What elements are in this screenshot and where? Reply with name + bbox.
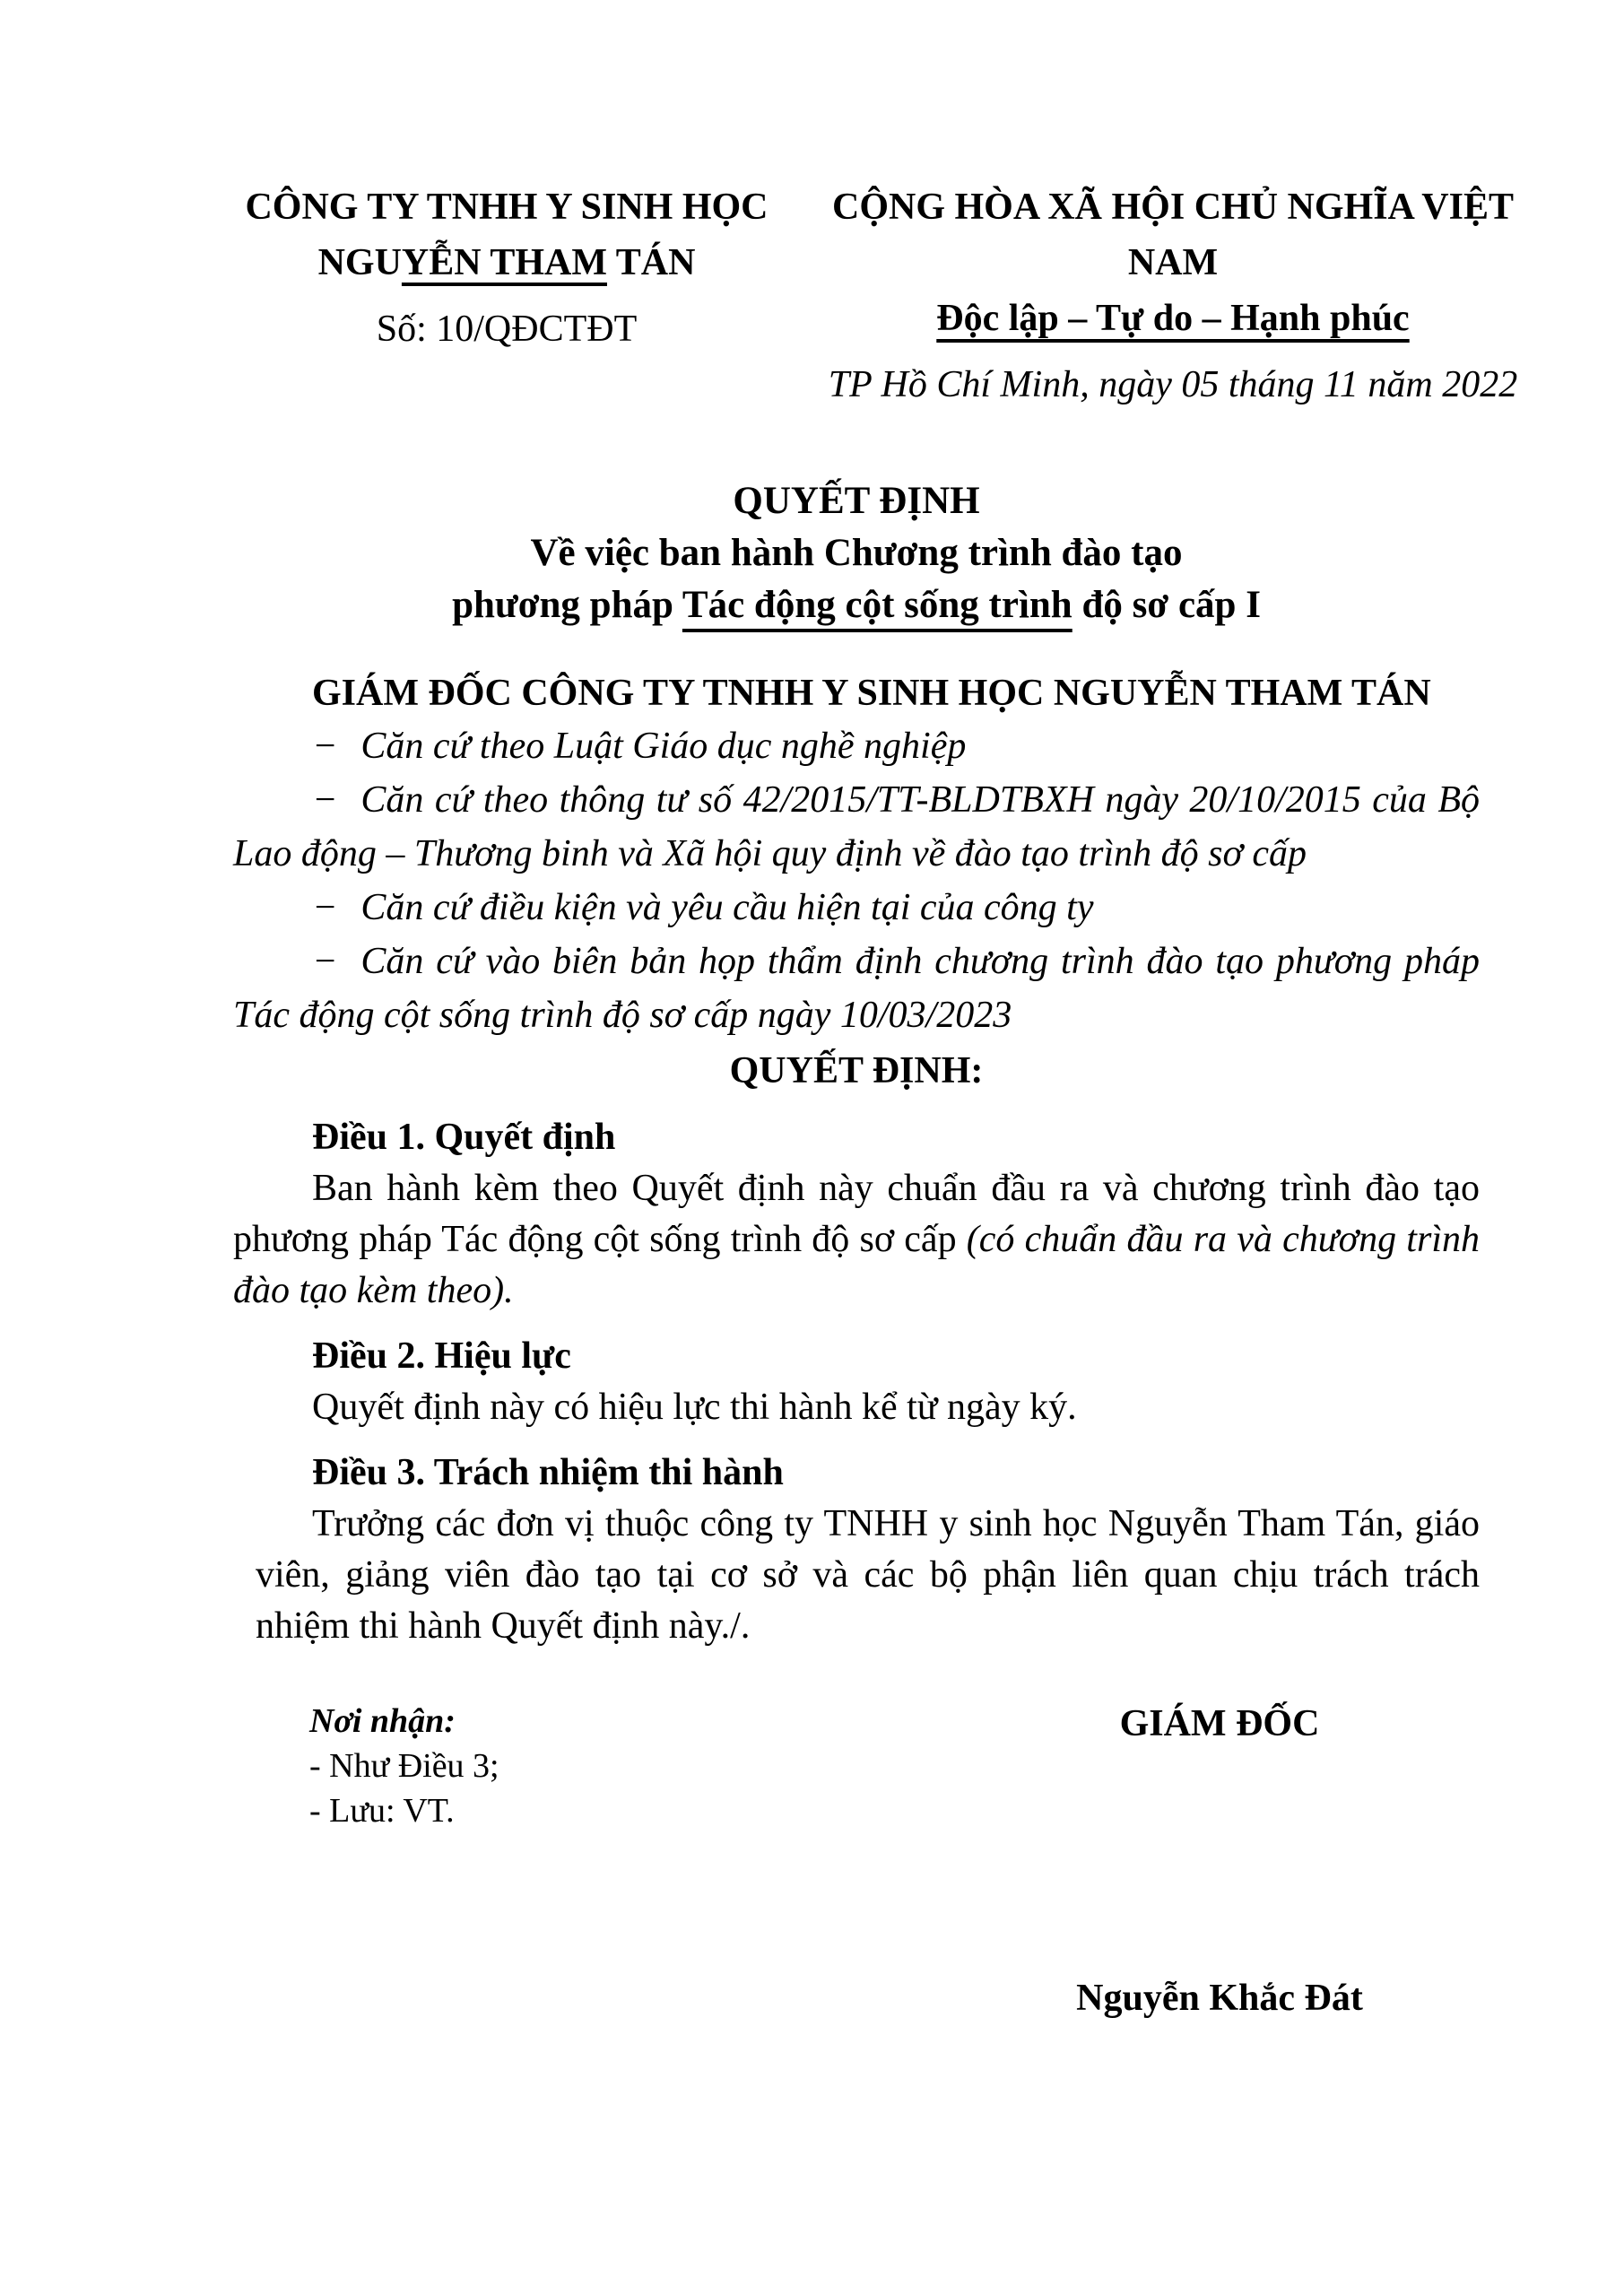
national-motto-text: Độc lập – Tự do – Hạnh phúc [936, 298, 1410, 339]
recipient-item: - Như Điều 3; [309, 1747, 499, 1785]
dash-marker: − [312, 726, 338, 767]
subtitle2-post: độ sơ cấp I [1072, 584, 1261, 626]
citation-text: Căn cứ theo thông tư số 42/2015/TT-BLDTBXH ngày 20/10/2015 của Bộ Lao động – Thương binh và Xã hội quy định về đào tạo trình độ sơ cấp [233, 779, 1480, 874]
recipients-block [309, 1699, 499, 2023]
header-national-block [785, 179, 1561, 413]
document-body [233, 667, 1480, 1652]
article-1-heading: Điều 1. Quyết định [312, 1117, 616, 1158]
citation-item [233, 881, 1480, 935]
decision-subtitle-2 [233, 579, 1480, 631]
dash-marker: − [312, 941, 338, 982]
citation-item [233, 935, 1480, 1042]
dash-marker: − [312, 887, 338, 928]
company-name-line2 [229, 235, 785, 291]
national-name: CỘNG HÒA XÃ HỘI CHỦ NGHĨA VIỆT NAM [832, 187, 1514, 283]
document-header [229, 179, 1561, 413]
decision-section-heading: QUYẾT ĐỊNH: [729, 1050, 984, 1091]
company-name-pre: NGU [317, 242, 402, 283]
article-1-body-text: Ban hành kèm theo Quyết định này chuẩn đầu ra và chương trình đào tạo phương pháp Tác động cột sống trình độ sơ cấp [233, 1168, 1480, 1260]
document-number: Số: 10/QĐCTĐT [376, 309, 638, 350]
signature-block [960, 1699, 1480, 2023]
document-footer [233, 1699, 1480, 2023]
citation-item [233, 719, 1480, 773]
recipient-item: - Lưu: VT. [309, 1792, 455, 1830]
subtitle2-underlined: Tác động cột sống trình [682, 584, 1073, 626]
article-3-body-text: Trưởng các đơn vị thuộc công ty TNHH y sinh học Nguyễn Tham Tán, giáo viên, giảng viên đào tạo tại cơ sở và các bộ phận liên quan chịu trách trách nhiệm thi hành Quyết định này./. [256, 1503, 1480, 1647]
article-2-body [233, 1382, 1480, 1433]
citation-item [233, 773, 1480, 881]
issuer-heading: GIÁM ĐỐC CÔNG TY TNHH Y SINH HỌC NGUYỄN THAM TÁN [312, 673, 1431, 714]
article-3-heading: Điều 3. Trách nhiệm thi hành [312, 1452, 784, 1493]
citation-text: Căn cứ điều kiện và yêu cầu hiện tại của công ty [360, 887, 1094, 928]
article-3-body [233, 1499, 1480, 1652]
place-dateline: TP Hồ Chí Minh, ngày 05 tháng 11 năm 2022 [828, 364, 1518, 405]
title-block [233, 475, 1480, 631]
citation-text: Căn cứ vào biên bản họp thẩm định chương trình đào tạo phương pháp Tác động cột sống trình độ sơ cấp ngày 10/03/2023 [233, 941, 1480, 1036]
article-1-body-italic: (có chuẩn đầu ra và chương trình đào tạo kèm theo). [233, 1219, 1480, 1311]
company-name-underlined: YỄN THAM [401, 242, 607, 283]
company-name-line1: CÔNG TY TNHH Y SINH HỌC [245, 187, 769, 228]
article-1-body [233, 1163, 1480, 1317]
signer-name: Nguyễn Khắc Đát [1076, 1978, 1363, 2019]
citation-text: Căn cứ theo Luật Giáo dục nghề nghiệp [360, 726, 967, 767]
recipients-label: Nơi nhận: [309, 1702, 456, 1740]
national-motto [785, 291, 1561, 346]
decision-subtitle-1: Về việc ban hành Chương trình đào tạo [530, 532, 1183, 574]
signer-title: GIÁM ĐỐC [1119, 1703, 1320, 1744]
dash-marker: − [312, 779, 338, 821]
article-2-heading: Điều 2. Hiệu lực [312, 1335, 571, 1377]
decision-title: QUYẾT ĐỊNH [733, 480, 980, 522]
header-company-block [229, 179, 785, 413]
article-2-body-text: Quyết định này có hiệu lực thi hành kể từ ngày ký. [312, 1387, 1077, 1428]
subtitle2-pre: phương pháp [452, 584, 682, 626]
company-name-post: TÁN [607, 242, 696, 283]
